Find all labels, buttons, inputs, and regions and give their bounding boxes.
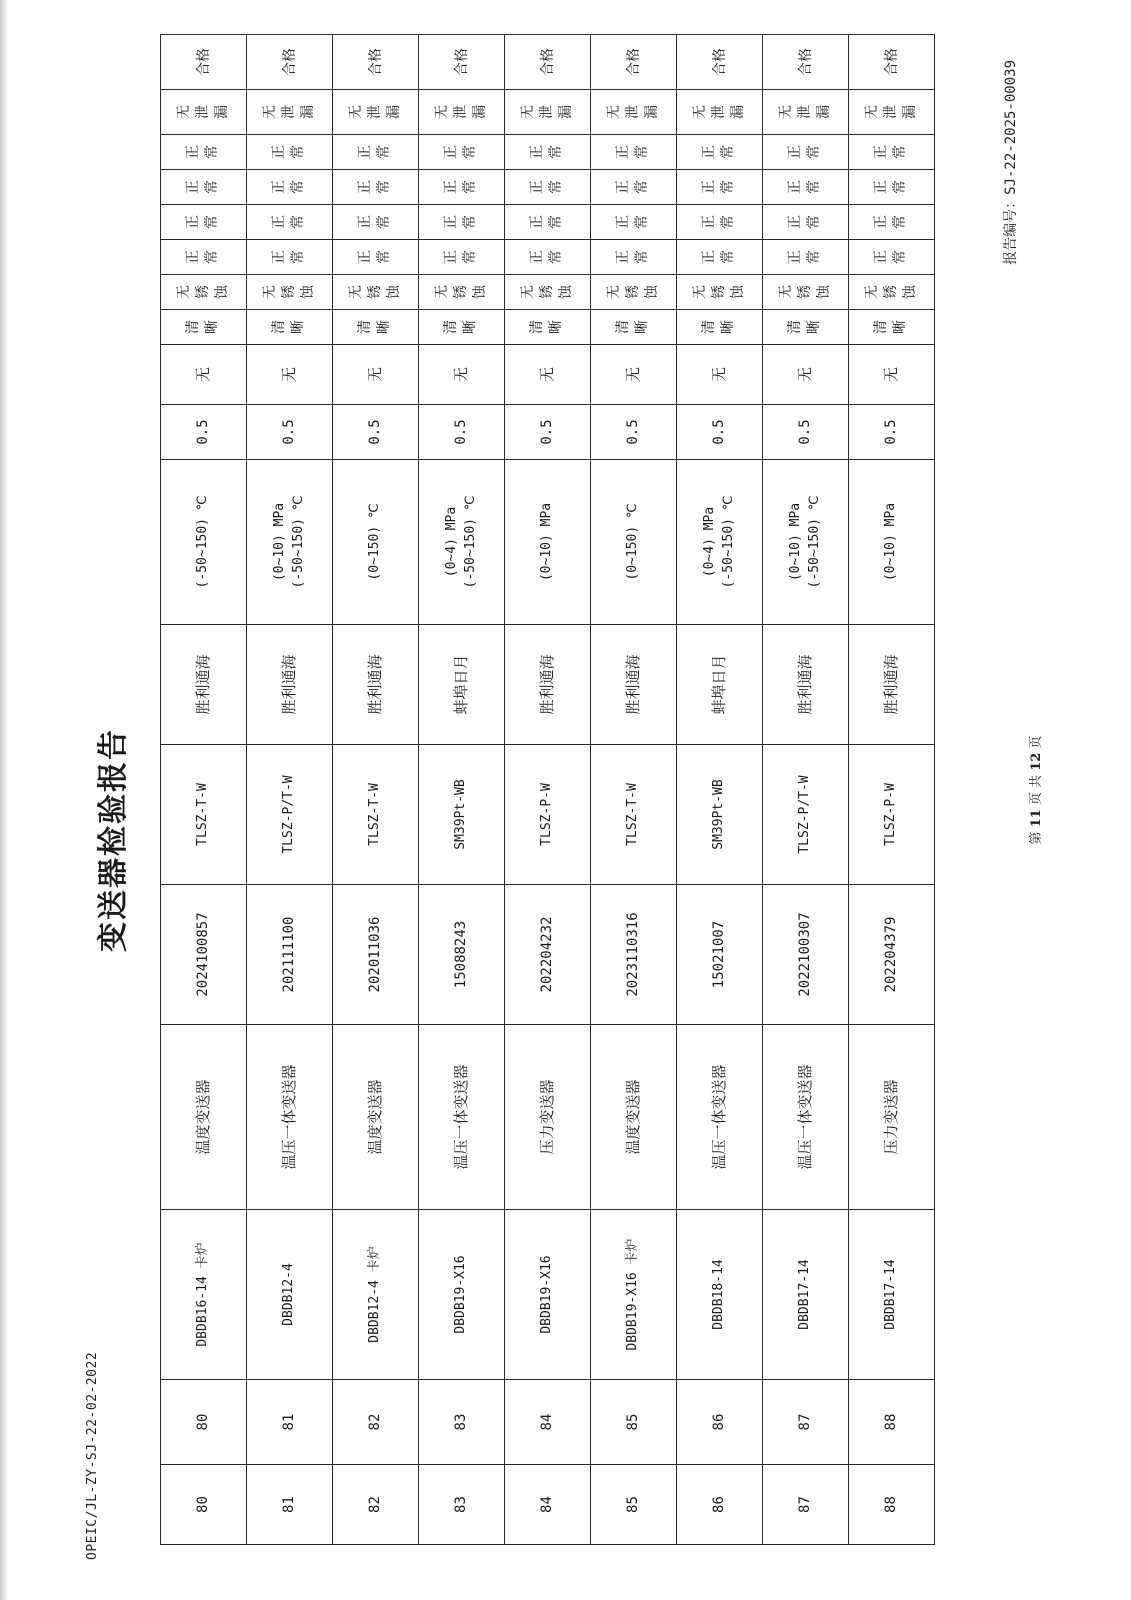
rust-check-cell bbox=[591, 275, 677, 310]
serial-number-cell: 202204232 bbox=[505, 885, 591, 1025]
row-number-cell: 81 bbox=[247, 1465, 333, 1545]
table-row bbox=[591, 35, 677, 1545]
check-2-cell-text: 正常 bbox=[271, 215, 307, 230]
range-cell bbox=[247, 460, 333, 625]
model-cell: TLSZ-P/T-W bbox=[247, 745, 333, 885]
label-clarity-cell bbox=[763, 310, 849, 345]
footer-prefix: 第 bbox=[1029, 831, 1044, 845]
check-4-cell bbox=[333, 135, 419, 170]
label-clarity-cell bbox=[505, 310, 591, 345]
manufacturer-cell: 胜利通海 bbox=[763, 625, 849, 745]
accuracy-cell: 0.5 bbox=[247, 405, 333, 460]
accuracy-cell: 0.5 bbox=[419, 405, 505, 460]
check-2-cell-text: 正常 bbox=[873, 215, 909, 230]
table-row bbox=[161, 35, 247, 1545]
manufacturer-cell: 胜利通海 bbox=[591, 625, 677, 745]
leak-check-cell bbox=[677, 90, 763, 135]
range-line: (-50~150) ℃ bbox=[462, 495, 478, 589]
location-cell: DBDB19-X16 bbox=[505, 1210, 591, 1380]
rust-check-cell-text: 无锈蚀 bbox=[691, 285, 746, 300]
check-2-cell bbox=[763, 205, 849, 240]
check-4-cell bbox=[849, 135, 935, 170]
device-name-cell: 温压一体变送器 bbox=[763, 1025, 849, 1210]
range-cell bbox=[333, 460, 419, 625]
manufacturer-cell: 胜利通海 bbox=[505, 625, 591, 745]
form-code: OPEIC/JL-ZY-SJ-22-02-2022 bbox=[85, 1351, 100, 1560]
check-2-cell-text: 正常 bbox=[529, 215, 565, 230]
sequence-cell: 82 bbox=[333, 1380, 419, 1465]
location-cell: DBDB12-4 卡炉 bbox=[333, 1210, 419, 1380]
label-clarity-cell-text: 清晰 bbox=[701, 320, 737, 335]
result-cell-text: 合格 bbox=[539, 48, 556, 77]
check-2-cell bbox=[247, 205, 333, 240]
serial-number-cell: 202204379 bbox=[849, 885, 935, 1025]
check-3-cell bbox=[505, 170, 591, 205]
label-clarity-cell bbox=[419, 310, 505, 345]
serial-number-cell: 202111100 bbox=[247, 885, 333, 1025]
location-cell: DBDB17-14 bbox=[849, 1210, 935, 1380]
label-clarity-cell-text: 清晰 bbox=[615, 320, 651, 335]
check-3-cell-text: 正常 bbox=[443, 180, 479, 195]
check-1-cell-text: 正常 bbox=[873, 250, 909, 265]
check-2-cell bbox=[505, 205, 591, 240]
check-1-cell bbox=[849, 240, 935, 275]
check-4-cell-text: 正常 bbox=[529, 145, 565, 160]
footer-suffix: 页 bbox=[1029, 735, 1044, 749]
check-4-cell-text: 正常 bbox=[185, 145, 221, 160]
check-3-cell bbox=[677, 170, 763, 205]
damage-cell: 无 bbox=[247, 345, 333, 405]
rust-check-cell-text: 无锈蚀 bbox=[175, 285, 230, 300]
damage-cell: 无 bbox=[677, 345, 763, 405]
row-number-cell: 86 bbox=[677, 1465, 763, 1545]
manufacturer-cell: 胜利通海 bbox=[247, 625, 333, 745]
label-clarity-cell bbox=[591, 310, 677, 345]
serial-number-cell: 202011036 bbox=[333, 885, 419, 1025]
check-2-cell-text: 正常 bbox=[357, 215, 393, 230]
leak-check-cell bbox=[591, 90, 677, 135]
check-1-cell bbox=[333, 240, 419, 275]
label-clarity-cell-text: 清晰 bbox=[873, 320, 909, 335]
check-1-cell bbox=[763, 240, 849, 275]
check-1-cell bbox=[247, 240, 333, 275]
rust-check-cell bbox=[505, 275, 591, 310]
leak-check-cell bbox=[505, 90, 591, 135]
check-1-cell bbox=[505, 240, 591, 275]
leak-check-cell bbox=[763, 90, 849, 135]
serial-number-cell: 2023110316 bbox=[591, 885, 677, 1025]
label-clarity-cell-text: 清晰 bbox=[357, 320, 393, 335]
model-cell: TLSZ-P-W bbox=[849, 745, 935, 885]
label-clarity-cell bbox=[247, 310, 333, 345]
damage-cell: 无 bbox=[591, 345, 677, 405]
model-cell: TLSZ-P/T-W bbox=[763, 745, 849, 885]
check-2-cell bbox=[419, 205, 505, 240]
sequence-cell: 86 bbox=[677, 1380, 763, 1465]
model-cell: SM39Pt-WB bbox=[419, 745, 505, 885]
check-4-cell-text: 正常 bbox=[615, 145, 651, 160]
range-line: (0~4) MPa bbox=[701, 506, 717, 578]
result-cell bbox=[677, 35, 763, 90]
check-4-cell bbox=[161, 135, 247, 170]
rust-check-cell-text: 无锈蚀 bbox=[777, 285, 832, 300]
label-clarity-cell bbox=[333, 310, 419, 345]
range-cell bbox=[677, 460, 763, 625]
check-3-cell-text: 正常 bbox=[529, 180, 565, 195]
report-number bbox=[1000, 60, 1020, 500]
device-name-cell: 压力变送器 bbox=[505, 1025, 591, 1210]
sequence-cell: 84 bbox=[505, 1380, 591, 1465]
result-cell-text: 合格 bbox=[195, 48, 212, 77]
damage-cell: 无 bbox=[161, 345, 247, 405]
device-name-cell: 温压一体变送器 bbox=[247, 1025, 333, 1210]
range-line: (-50~150) ℃ bbox=[806, 495, 822, 589]
range-line: (0~150) ℃ bbox=[625, 503, 641, 581]
row-number-cell: 82 bbox=[333, 1465, 419, 1545]
leak-check-cell-text: 无泄漏 bbox=[605, 105, 660, 120]
check-4-cell-text: 正常 bbox=[443, 145, 479, 160]
sequence-cell: 88 bbox=[849, 1380, 935, 1465]
accuracy-cell: 0.5 bbox=[763, 405, 849, 460]
accuracy-cell: 0.5 bbox=[161, 405, 247, 460]
check-2-cell-text: 正常 bbox=[787, 215, 823, 230]
serial-number-cell: 15021007 bbox=[677, 885, 763, 1025]
row-number-cell: 85 bbox=[591, 1465, 677, 1545]
accuracy-cell: 0.5 bbox=[505, 405, 591, 460]
device-name-cell: 温度变送器 bbox=[333, 1025, 419, 1210]
check-2-cell-text: 正常 bbox=[701, 215, 737, 230]
manufacturer-cell: 胜利通海 bbox=[849, 625, 935, 745]
accuracy-cell: 0.5 bbox=[591, 405, 677, 460]
damage-cell: 无 bbox=[333, 345, 419, 405]
result-cell bbox=[763, 35, 849, 90]
rust-check-cell-text: 无锈蚀 bbox=[261, 285, 316, 300]
range-cell bbox=[419, 460, 505, 625]
check-3-cell-text: 正常 bbox=[357, 180, 393, 195]
check-4-cell bbox=[677, 135, 763, 170]
check-3-cell bbox=[247, 170, 333, 205]
leak-check-cell bbox=[247, 90, 333, 135]
leak-check-cell bbox=[161, 90, 247, 135]
manufacturer-cell: 胜利通海 bbox=[333, 625, 419, 745]
check-2-cell-text: 正常 bbox=[615, 215, 651, 230]
check-1-cell bbox=[419, 240, 505, 275]
damage-cell: 无 bbox=[505, 345, 591, 405]
footer-current-page: 11 bbox=[1029, 809, 1044, 828]
label-clarity-cell-text: 清晰 bbox=[443, 320, 479, 335]
model-cell: TLSZ-T-W bbox=[333, 745, 419, 885]
label-clarity-cell bbox=[161, 310, 247, 345]
accuracy-cell: 0.5 bbox=[333, 405, 419, 460]
table-row bbox=[247, 35, 333, 1545]
leak-check-cell-text: 无泄漏 bbox=[175, 105, 230, 120]
row-number-cell: 80 bbox=[161, 1465, 247, 1545]
leak-check-cell-text: 无泄漏 bbox=[691, 105, 746, 120]
check-2-cell bbox=[677, 205, 763, 240]
leak-check-cell-text: 无泄漏 bbox=[777, 105, 832, 120]
location-cell: DBDB16-14 卡炉 bbox=[161, 1210, 247, 1380]
result-cell bbox=[247, 35, 333, 90]
table-body bbox=[161, 35, 935, 1545]
range-line: (-50~150) ℃ bbox=[720, 495, 736, 589]
page-footer bbox=[1025, 620, 1044, 960]
location-cell: DBDB17-14 bbox=[763, 1210, 849, 1380]
manufacturer-cell: 胜利通海 bbox=[161, 625, 247, 745]
result-cell bbox=[505, 35, 591, 90]
check-2-cell bbox=[591, 205, 677, 240]
check-3-cell bbox=[419, 170, 505, 205]
leak-check-cell bbox=[419, 90, 505, 135]
sequence-cell: 87 bbox=[763, 1380, 849, 1465]
table-row bbox=[677, 35, 763, 1545]
sequence-cell: 85 bbox=[591, 1380, 677, 1465]
check-4-cell bbox=[505, 135, 591, 170]
label-clarity-cell-text: 清晰 bbox=[271, 320, 307, 335]
range-line: (0~10) MPa bbox=[271, 502, 287, 582]
model-cell: SM39Pt-WB bbox=[677, 745, 763, 885]
check-1-cell-text: 正常 bbox=[787, 250, 823, 265]
check-2-cell bbox=[849, 205, 935, 240]
rust-check-cell-text: 无锈蚀 bbox=[863, 285, 918, 300]
result-cell-text: 合格 bbox=[453, 48, 470, 77]
rust-check-cell bbox=[419, 275, 505, 310]
result-cell-text: 合格 bbox=[797, 48, 814, 77]
label-clarity-cell bbox=[677, 310, 763, 345]
check-4-cell bbox=[591, 135, 677, 170]
table-row bbox=[333, 35, 419, 1545]
device-name-cell: 压力变送器 bbox=[849, 1025, 935, 1210]
sequence-cell: 83 bbox=[419, 1380, 505, 1465]
check-3-cell-text: 正常 bbox=[873, 180, 909, 195]
location-cell: DBDB19-X16 bbox=[419, 1210, 505, 1380]
rust-check-cell-text: 无锈蚀 bbox=[519, 285, 574, 300]
range-cell bbox=[849, 460, 935, 625]
model-cell: TLSZ-T-W bbox=[161, 745, 247, 885]
range-line: (-50~150) ℃ bbox=[195, 495, 211, 589]
check-4-cell bbox=[247, 135, 333, 170]
table-row bbox=[763, 35, 849, 1545]
result-cell bbox=[419, 35, 505, 90]
damage-cell: 无 bbox=[419, 345, 505, 405]
result-cell-text: 合格 bbox=[883, 48, 900, 77]
check-2-cell bbox=[161, 205, 247, 240]
check-1-cell-text: 正常 bbox=[701, 250, 737, 265]
location-cell: DBDB19-X16 卡炉 bbox=[591, 1210, 677, 1380]
check-1-cell-text: 正常 bbox=[615, 250, 651, 265]
range-cell bbox=[763, 460, 849, 625]
damage-cell: 无 bbox=[849, 345, 935, 405]
page-title: 变送器检验报告 bbox=[96, 728, 131, 952]
row-number-cell: 84 bbox=[505, 1465, 591, 1545]
device-name-cell: 温度变送器 bbox=[161, 1025, 247, 1210]
check-1-cell-text: 正常 bbox=[185, 250, 221, 265]
rust-check-cell-text: 无锈蚀 bbox=[433, 285, 488, 300]
check-3-cell-text: 正常 bbox=[787, 180, 823, 195]
manufacturer-cell: 蚌埠日月 bbox=[677, 625, 763, 745]
leak-check-cell-text: 无泄漏 bbox=[519, 105, 574, 120]
result-cell bbox=[849, 35, 935, 90]
label-clarity-cell-text: 清晰 bbox=[529, 320, 565, 335]
check-3-cell-text: 正常 bbox=[615, 180, 651, 195]
result-cell bbox=[333, 35, 419, 90]
check-1-cell bbox=[677, 240, 763, 275]
leak-check-cell-text: 无泄漏 bbox=[863, 105, 918, 120]
device-name-cell: 温压一体变送器 bbox=[419, 1025, 505, 1210]
result-cell-text: 合格 bbox=[281, 48, 298, 77]
result-cell-text: 合格 bbox=[625, 48, 642, 77]
accuracy-cell: 0.5 bbox=[677, 405, 763, 460]
accuracy-cell: 0.5 bbox=[849, 405, 935, 460]
footer-total-pages: 12 bbox=[1029, 752, 1044, 771]
serial-number-cell: 2022100307 bbox=[763, 885, 849, 1025]
damage-cell: 无 bbox=[763, 345, 849, 405]
check-2-cell-text: 正常 bbox=[185, 215, 221, 230]
check-4-cell bbox=[419, 135, 505, 170]
manufacturer-cell: 蚌埠日月 bbox=[419, 625, 505, 745]
rust-check-cell bbox=[247, 275, 333, 310]
range-line: (0~10) MPa bbox=[883, 502, 899, 582]
sequence-cell: 81 bbox=[247, 1380, 333, 1465]
rust-check-cell bbox=[161, 275, 247, 310]
result-cell-text: 合格 bbox=[711, 48, 728, 77]
check-3-cell-text: 正常 bbox=[185, 180, 221, 195]
rust-check-cell-text: 无锈蚀 bbox=[605, 285, 660, 300]
range-line: (0~4) MPa bbox=[443, 506, 459, 578]
check-3-cell bbox=[849, 170, 935, 205]
leak-check-cell bbox=[333, 90, 419, 135]
inspection-table bbox=[160, 34, 935, 1545]
result-cell-text: 合格 bbox=[367, 48, 384, 77]
check-1-cell-text: 正常 bbox=[443, 250, 479, 265]
check-4-cell-text: 正常 bbox=[271, 145, 307, 160]
leak-check-cell bbox=[849, 90, 935, 135]
rust-check-cell bbox=[849, 275, 935, 310]
sequence-cell: 80 bbox=[161, 1380, 247, 1465]
check-2-cell bbox=[333, 205, 419, 240]
table-row bbox=[419, 35, 505, 1545]
serial-number-cell: 2024100857 bbox=[161, 885, 247, 1025]
model-cell: TLSZ-P-W bbox=[505, 745, 591, 885]
check-4-cell bbox=[763, 135, 849, 170]
device-name-cell: 温度变送器 bbox=[591, 1025, 677, 1210]
location-cell: DBDB18-14 bbox=[677, 1210, 763, 1380]
check-3-cell-text: 正常 bbox=[701, 180, 737, 195]
rust-check-cell bbox=[677, 275, 763, 310]
rust-check-cell-text: 无锈蚀 bbox=[347, 285, 402, 300]
label-clarity-cell bbox=[849, 310, 935, 345]
check-3-cell bbox=[333, 170, 419, 205]
location-cell: DBDB12-4 bbox=[247, 1210, 333, 1380]
rust-check-cell bbox=[763, 275, 849, 310]
check-1-cell-text: 正常 bbox=[271, 250, 307, 265]
model-cell: TLSZ-T-W bbox=[591, 745, 677, 885]
rust-check-cell bbox=[333, 275, 419, 310]
check-3-cell-text: 正常 bbox=[271, 180, 307, 195]
range-cell bbox=[161, 460, 247, 625]
range-cell bbox=[591, 460, 677, 625]
table-row bbox=[849, 35, 935, 1545]
check-4-cell-text: 正常 bbox=[357, 145, 393, 160]
label-clarity-cell-text: 清晰 bbox=[787, 320, 823, 335]
report-number-value: SJ-22-2025-00039 bbox=[1003, 60, 1019, 195]
check-3-cell bbox=[591, 170, 677, 205]
check-1-cell-text: 正常 bbox=[529, 250, 565, 265]
table-row bbox=[505, 35, 591, 1545]
row-number-cell: 88 bbox=[849, 1465, 935, 1545]
leak-check-cell-text: 无泄漏 bbox=[433, 105, 488, 120]
check-3-cell bbox=[763, 170, 849, 205]
check-3-cell bbox=[161, 170, 247, 205]
leak-check-cell-text: 无泄漏 bbox=[261, 105, 316, 120]
range-line: (-50~150) ℃ bbox=[290, 495, 306, 589]
result-cell bbox=[161, 35, 247, 90]
range-line: (0~10) MPa bbox=[539, 502, 555, 582]
result-cell bbox=[591, 35, 677, 90]
check-1-cell bbox=[591, 240, 677, 275]
check-4-cell-text: 正常 bbox=[701, 145, 737, 160]
check-1-cell-text: 正常 bbox=[357, 250, 393, 265]
check-2-cell-text: 正常 bbox=[443, 215, 479, 230]
range-cell bbox=[505, 460, 591, 625]
row-number-cell: 87 bbox=[763, 1465, 849, 1545]
check-1-cell bbox=[161, 240, 247, 275]
check-4-cell-text: 正常 bbox=[787, 145, 823, 160]
serial-number-cell: 15088243 bbox=[419, 885, 505, 1025]
report-number-label: 报告编号： bbox=[1003, 194, 1019, 265]
label-clarity-cell-text: 清晰 bbox=[185, 320, 221, 335]
leak-check-cell-text: 无泄漏 bbox=[347, 105, 402, 120]
range-line: (0~10) MPa bbox=[787, 502, 803, 582]
footer-middle: 页 共 bbox=[1029, 774, 1044, 806]
range-line: (0~150) ℃ bbox=[367, 503, 383, 581]
check-4-cell-text: 正常 bbox=[873, 145, 909, 160]
device-name-cell: 温压一体变送器 bbox=[677, 1025, 763, 1210]
row-number-cell: 83 bbox=[419, 1465, 505, 1545]
